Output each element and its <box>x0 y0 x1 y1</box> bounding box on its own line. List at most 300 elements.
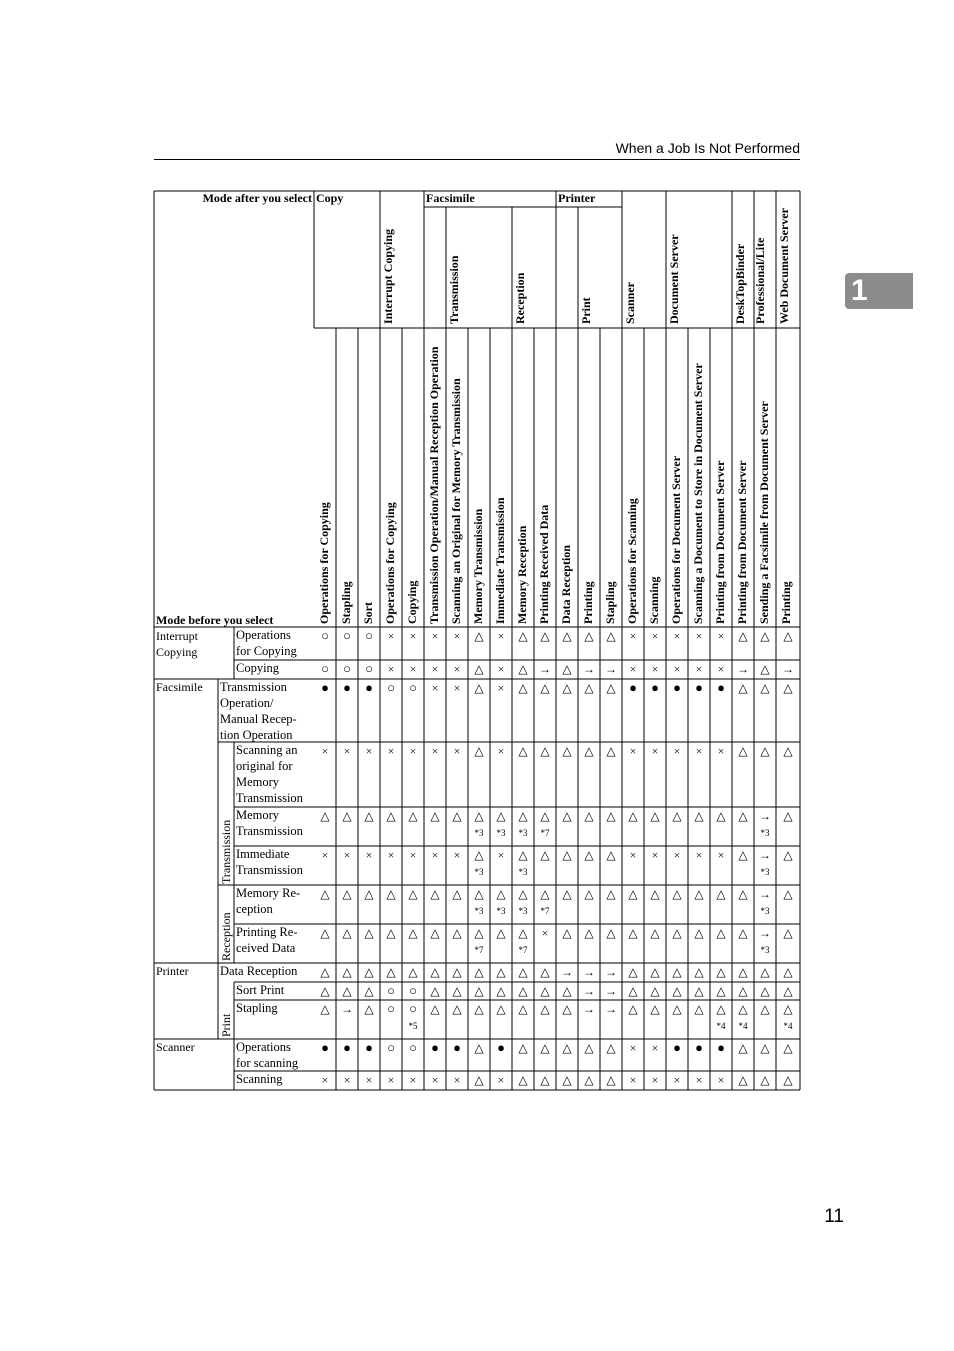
matrix-cell: × <box>673 1073 681 1087</box>
row-label: Memory Re- <box>236 886 301 900</box>
row-label: ceived Data <box>236 941 296 955</box>
matrix-cell: △ <box>518 1073 528 1087</box>
matrix-cell: × <box>651 629 659 643</box>
matrix-cell: △ <box>540 1002 550 1016</box>
matrix-cell: × <box>321 1073 329 1087</box>
matrix-cell: → <box>605 984 617 998</box>
group-label-interrupt-copying: Interrupt Copying <box>381 228 395 324</box>
matrix-cell: × <box>453 1073 461 1087</box>
matrix-cell: △ <box>606 887 616 901</box>
matrix-cell: △ <box>320 887 330 901</box>
matrix-cell: △ <box>562 809 572 823</box>
matrix-cell: △ <box>474 984 484 998</box>
matrix-cell: △ <box>540 965 550 979</box>
matrix-cell: △ <box>562 926 572 940</box>
matrix-cell: △ <box>628 1002 638 1016</box>
matrix-cell: × <box>673 662 681 676</box>
matrix-cell: × <box>497 1073 505 1087</box>
matrix-cell: × <box>365 744 373 758</box>
footnote-mark: *4 <box>716 1021 726 1031</box>
matrix-cell: △ <box>496 984 506 998</box>
matrix-cell: △ <box>672 809 682 823</box>
matrix-cell: △ <box>672 887 682 901</box>
matrix-cell: ● <box>365 680 373 695</box>
matrix-cell: △ <box>474 681 484 695</box>
matrix-cell: △ <box>474 1002 484 1016</box>
matrix-cell: △ <box>452 809 462 823</box>
matrix-cell: △ <box>452 965 462 979</box>
matrix-cell: △ <box>496 809 506 823</box>
matrix-cell: → <box>539 662 551 676</box>
column-label: Operations for Copying <box>383 502 397 624</box>
matrix-cell: △ <box>606 744 616 758</box>
column-label: Operations for Copying <box>317 502 331 624</box>
group-label-copy: Copy <box>316 191 344 205</box>
row-label: Data Reception <box>220 964 298 978</box>
matrix-cell: ○ <box>321 661 329 676</box>
matrix-cell: △ <box>783 629 793 643</box>
column-label: Copying <box>405 580 419 624</box>
matrix-cell: → <box>583 662 595 676</box>
matrix-cell: △ <box>584 809 594 823</box>
sub-group-reception: Reception <box>219 912 233 961</box>
matrix-cell: △ <box>452 926 462 940</box>
group-label-web-document-server: Web Document Server <box>777 208 791 324</box>
matrix-cell: △ <box>518 629 528 643</box>
matrix-cell: × <box>651 662 659 676</box>
matrix-cell: △ <box>783 744 793 758</box>
matrix-cell: △ <box>650 1002 660 1016</box>
matrix-cell: × <box>387 744 395 758</box>
matrix-cell: △ <box>540 887 550 901</box>
matrix-cell: △ <box>342 965 352 979</box>
matrix-cell: ● <box>629 680 637 695</box>
footnote-mark: *7 <box>474 945 484 955</box>
row-label: Transmission <box>236 863 303 877</box>
matrix-cell: × <box>365 1073 373 1087</box>
column-label: Immediate Transmission <box>493 497 507 624</box>
footnote-mark: *3 <box>474 867 484 877</box>
matrix-cell: ○ <box>365 628 373 643</box>
matrix-cell: × <box>409 662 417 676</box>
matrix-cell: △ <box>518 662 528 676</box>
matrix-cell: △ <box>474 1073 484 1087</box>
column-label: Printing <box>581 581 595 624</box>
matrix-cell: △ <box>584 926 594 940</box>
matrix-cell: △ <box>738 984 748 998</box>
row-label: Printing Re- <box>236 925 298 939</box>
matrix-cell: × <box>409 848 417 862</box>
row-group-label: Facsimile <box>156 680 203 694</box>
matrix-cell: △ <box>364 1002 374 1016</box>
matrix-cell: ● <box>343 680 351 695</box>
footnote-mark: *3 <box>760 945 770 955</box>
matrix-cell: △ <box>474 887 484 901</box>
row-label: Immediate <box>236 847 290 861</box>
group-label-reception: Reception <box>513 272 527 324</box>
matrix-cell: △ <box>430 984 440 998</box>
row-label: Sort Print <box>236 983 285 997</box>
matrix-cell: △ <box>672 926 682 940</box>
matrix-cell: × <box>453 681 461 695</box>
matrix-cell: ○ <box>321 628 329 643</box>
chapter-tab: 1 <box>845 273 913 309</box>
matrix-cell: → <box>583 984 595 998</box>
matrix-cell: → <box>605 1002 617 1016</box>
matrix-cell: △ <box>342 984 352 998</box>
matrix-cell: △ <box>783 926 793 940</box>
row-label: original for <box>236 759 293 773</box>
footnote-mark: *7 <box>540 828 550 838</box>
matrix-cell: △ <box>452 1002 462 1016</box>
matrix-cell: △ <box>540 809 550 823</box>
matrix-cell: ○ <box>387 983 395 998</box>
footnote-mark: *3 <box>496 828 506 838</box>
matrix-cell: × <box>629 848 637 862</box>
matrix-cell: → <box>759 926 771 940</box>
column-label: Transmission Operation/Manual Reception Operation <box>427 346 441 624</box>
running-header-title: When a Job Is Not Performed <box>615 140 800 156</box>
matrix-cell: △ <box>452 887 462 901</box>
matrix-cell: △ <box>518 809 528 823</box>
matrix-cell: △ <box>584 1073 594 1087</box>
matrix-cell: △ <box>738 926 748 940</box>
matrix-cell: △ <box>628 887 638 901</box>
matrix-cell: ● <box>651 680 659 695</box>
matrix-cell: △ <box>584 887 594 901</box>
matrix-cell: → <box>583 965 595 979</box>
matrix-cell: △ <box>518 984 528 998</box>
matrix-cell: × <box>343 1073 351 1087</box>
footnote-mark: *4 <box>738 1021 748 1031</box>
matrix-cell: △ <box>760 744 770 758</box>
footnote-mark: *3 <box>518 828 528 838</box>
matrix-cell: △ <box>562 681 572 695</box>
matrix-cell: △ <box>694 984 704 998</box>
matrix-cell: △ <box>694 965 704 979</box>
matrix-cell: ● <box>321 1040 329 1055</box>
matrix-cell: × <box>717 1073 725 1087</box>
matrix-cell: △ <box>452 984 462 998</box>
matrix-cell: × <box>651 1073 659 1087</box>
matrix-cell: △ <box>408 926 418 940</box>
matrix-cell: △ <box>430 809 440 823</box>
matrix-cell: ● <box>673 1040 681 1055</box>
matrix-cell: ● <box>695 1040 703 1055</box>
matrix-cell: △ <box>562 1002 572 1016</box>
matrix-cell: △ <box>518 681 528 695</box>
matrix-cell: △ <box>760 965 770 979</box>
matrix-cell: △ <box>518 848 528 862</box>
matrix-cell: △ <box>738 887 748 901</box>
row-group-label: Scanner <box>156 1040 195 1054</box>
matrix-cell: △ <box>760 662 770 676</box>
column-label: Scanning a Document to Store in Document Server <box>691 363 705 624</box>
group-label-facsimile: Facsimile <box>426 191 475 205</box>
matrix-cell: × <box>695 1073 703 1087</box>
matrix-cell: △ <box>650 809 660 823</box>
matrix-cell: → <box>583 1002 595 1016</box>
footnote-mark: *3 <box>760 828 770 838</box>
matrix-cell: △ <box>738 629 748 643</box>
matrix-cell: △ <box>606 629 616 643</box>
matrix-cell: ○ <box>387 1040 395 1055</box>
matrix-cell: × <box>497 681 505 695</box>
matrix-cell: × <box>497 744 505 758</box>
matrix-cell: △ <box>430 926 440 940</box>
matrix-cell: × <box>387 1073 395 1087</box>
sub-group-transmission: Transmission <box>219 819 233 884</box>
group-label-desktopbinder: DeskTopBinder <box>733 243 747 324</box>
column-label: Printing from Document Server <box>713 460 727 624</box>
matrix-cell: × <box>321 848 329 862</box>
column-label: Operations for Scanning <box>625 498 639 624</box>
row-label: Scanning an <box>236 743 298 757</box>
row-label: tion Operation <box>220 728 293 742</box>
matrix-cell: △ <box>760 984 770 998</box>
matrix-cell: △ <box>672 984 682 998</box>
matrix-cell: △ <box>738 744 748 758</box>
matrix-cell: △ <box>606 809 616 823</box>
matrix-cell: → <box>605 965 617 979</box>
matrix-cell: △ <box>628 809 638 823</box>
footnote-mark: *3 <box>518 867 528 877</box>
row-label: Transmission <box>236 824 303 838</box>
matrix-cell: △ <box>496 926 506 940</box>
matrix-cell: △ <box>474 744 484 758</box>
matrix-cell: △ <box>320 809 330 823</box>
matrix-cell: △ <box>518 1002 528 1016</box>
matrix-cell: △ <box>364 965 374 979</box>
matrix-cell: × <box>365 848 373 862</box>
matrix-cell: → <box>782 662 794 676</box>
matrix-cell: × <box>651 1041 659 1055</box>
matrix-cell: △ <box>408 887 418 901</box>
row-label: Memory <box>236 808 280 822</box>
matrix-cell: △ <box>540 984 550 998</box>
row-label: for scanning <box>236 1056 299 1070</box>
matrix-cell: △ <box>320 1002 330 1016</box>
footnote-mark: *3 <box>496 906 506 916</box>
matrix-cell: △ <box>783 681 793 695</box>
matrix-cell: × <box>651 744 659 758</box>
matrix-cell: × <box>387 848 395 862</box>
matrix-cell: △ <box>606 1041 616 1055</box>
row-label: Copying <box>236 661 280 675</box>
matrix-cell: △ <box>584 848 594 862</box>
matrix-cell: △ <box>672 965 682 979</box>
matrix-cell: ● <box>431 1040 439 1055</box>
row-label: Memory <box>236 775 280 789</box>
matrix-cell: × <box>343 848 351 862</box>
matrix-cell: △ <box>562 1073 572 1087</box>
matrix-cell: △ <box>606 1073 616 1087</box>
matrix-cell: ● <box>343 1040 351 1055</box>
footnote-mark: *7 <box>518 945 528 955</box>
matrix-cell: × <box>431 744 439 758</box>
matrix-cell: △ <box>738 848 748 862</box>
matrix-cell: △ <box>518 744 528 758</box>
matrix-cell: △ <box>584 629 594 643</box>
matrix-cell: △ <box>783 984 793 998</box>
matrix-cell: × <box>387 662 395 676</box>
matrix-cell: △ <box>738 1073 748 1087</box>
matrix-cell: × <box>431 1073 439 1087</box>
matrix-cell: ● <box>321 680 329 695</box>
matrix-cell: × <box>541 926 549 940</box>
matrix-cell: △ <box>606 848 616 862</box>
matrix-cell: × <box>497 662 505 676</box>
matrix-cell: △ <box>496 887 506 901</box>
matrix-cell: △ <box>760 1041 770 1055</box>
matrix-cell: △ <box>783 848 793 862</box>
matrix-cell: × <box>673 848 681 862</box>
column-label: Memory Reception <box>515 525 529 624</box>
matrix-cell: △ <box>694 926 704 940</box>
matrix-cell: △ <box>562 984 572 998</box>
matrix-cell: × <box>431 629 439 643</box>
matrix-cell: △ <box>738 809 748 823</box>
matrix-cell: △ <box>562 744 572 758</box>
row-label: Manual Recep- <box>220 712 297 726</box>
matrix-cell: △ <box>584 744 594 758</box>
group-label-document-server: Document Server <box>667 234 681 324</box>
matrix-cell: △ <box>364 887 374 901</box>
column-label: Stapling <box>339 581 353 624</box>
matrix-cell: × <box>497 848 505 862</box>
column-label: Printing Received Data <box>537 504 551 624</box>
matrix-cell: × <box>695 848 703 862</box>
matrix-cell: △ <box>738 1041 748 1055</box>
matrix-cell: ○ <box>409 1040 417 1055</box>
matrix-cell: × <box>629 744 637 758</box>
matrix-cell: △ <box>540 1073 550 1087</box>
matrix-cell: × <box>409 744 417 758</box>
matrix-cell: × <box>453 662 461 676</box>
matrix-cell: △ <box>386 809 396 823</box>
row-label: Stapling <box>236 1001 278 1015</box>
matrix-cell: △ <box>386 926 396 940</box>
matrix-cell: × <box>651 848 659 862</box>
matrix-cell: △ <box>430 1002 440 1016</box>
matrix-cell: ● <box>365 1040 373 1055</box>
matrix-cell: × <box>629 629 637 643</box>
matrix-cell: △ <box>584 681 594 695</box>
page-number: 11 <box>824 1206 844 1227</box>
matrix-cell: △ <box>540 629 550 643</box>
matrix-cell: △ <box>540 1041 550 1055</box>
column-label: Printing from Document Server <box>735 460 749 624</box>
matrix-cell: × <box>673 744 681 758</box>
matrix-cell: → <box>759 887 771 901</box>
matrix-cell: △ <box>518 965 528 979</box>
matrix-cell: △ <box>716 887 726 901</box>
matrix-cell: △ <box>386 965 396 979</box>
column-label: Sending a Facsimile from Document Server <box>757 401 771 624</box>
matrix-cell: △ <box>474 926 484 940</box>
column-label: Sort <box>361 602 375 624</box>
column-label: Scanning <box>647 576 661 624</box>
matrix-cell: × <box>717 744 725 758</box>
matrix-cell: △ <box>694 809 704 823</box>
matrix-cell: △ <box>474 809 484 823</box>
matrix-cell: △ <box>783 887 793 901</box>
column-label: Data Reception <box>559 545 573 624</box>
matrix-cell: → <box>759 848 771 862</box>
matrix-cell: → <box>605 662 617 676</box>
matrix-cell: △ <box>518 887 528 901</box>
matrix-cell: ● <box>717 1040 725 1055</box>
group-label-transmission: Transmission <box>447 255 461 324</box>
corner-label-before: Mode before you select <box>156 613 274 627</box>
matrix-cell: × <box>453 744 461 758</box>
matrix-cell: △ <box>540 848 550 862</box>
matrix-cell: △ <box>320 965 330 979</box>
column-label: Printing <box>779 581 793 624</box>
row-label: Scanning <box>236 1072 283 1086</box>
matrix-cell: ● <box>717 680 725 695</box>
matrix-cell: △ <box>584 1041 594 1055</box>
matrix-cell: → <box>759 809 771 823</box>
matrix-cell: △ <box>694 887 704 901</box>
matrix-cell: × <box>629 1073 637 1087</box>
matrix-cell: × <box>629 1041 637 1055</box>
matrix-cell: △ <box>364 926 374 940</box>
matrix-cell: △ <box>738 1002 748 1016</box>
matrix-cell: △ <box>496 1002 506 1016</box>
matrix-cell: × <box>431 662 439 676</box>
matrix-cell: △ <box>760 681 770 695</box>
row-label: ception <box>236 902 273 916</box>
matrix-cell: × <box>695 744 703 758</box>
matrix-cell: × <box>409 629 417 643</box>
matrix-cell: ○ <box>387 1001 395 1016</box>
matrix-cell: ● <box>453 1040 461 1055</box>
matrix-cell: △ <box>650 887 660 901</box>
matrix-cell: △ <box>342 926 352 940</box>
footnote-mark: *3 <box>518 906 528 916</box>
matrix-cell: ● <box>695 680 703 695</box>
column-label: Stapling <box>603 581 617 624</box>
matrix-cell: △ <box>672 1002 682 1016</box>
footnote-mark: *4 <box>783 1021 793 1031</box>
matrix-cell: × <box>695 629 703 643</box>
row-label: Transmission <box>220 680 287 694</box>
matrix-cell: × <box>673 629 681 643</box>
matrix-cell: → <box>341 1002 353 1016</box>
matrix-cell: △ <box>760 1002 770 1016</box>
matrix-cell: ○ <box>409 983 417 998</box>
matrix-cell: △ <box>606 681 616 695</box>
matrix-cell: △ <box>474 662 484 676</box>
matrix-cell: △ <box>474 848 484 862</box>
matrix-cell: △ <box>562 1041 572 1055</box>
matrix-cell: × <box>453 629 461 643</box>
matrix-cell: × <box>431 848 439 862</box>
matrix-cell: △ <box>716 809 726 823</box>
matrix-cell: △ <box>518 1041 528 1055</box>
matrix-cell: △ <box>628 965 638 979</box>
corner-label-after: Mode after you select <box>202 191 312 205</box>
matrix-cell: △ <box>783 809 793 823</box>
footnote-mark: *5 <box>408 1021 418 1031</box>
matrix-cell: ○ <box>409 1001 417 1016</box>
matrix-cell: △ <box>496 965 506 979</box>
matrix-cell: △ <box>650 984 660 998</box>
matrix-cell: △ <box>783 1073 793 1087</box>
matrix-cell: × <box>629 662 637 676</box>
column-label: Operations for Document Server <box>669 455 683 624</box>
